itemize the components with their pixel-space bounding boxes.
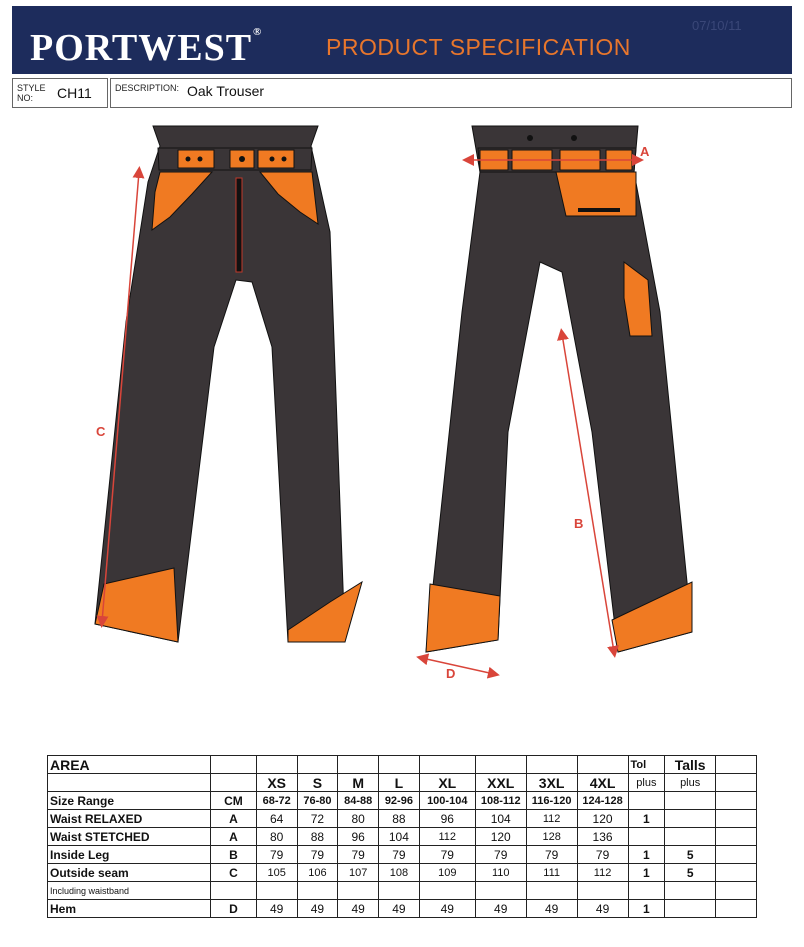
back-pocket-zip xyxy=(578,208,620,212)
document-date: 07/10/11 xyxy=(692,18,742,33)
row-code: A xyxy=(210,810,256,828)
row-value: 120 xyxy=(577,810,628,828)
row-value: 79 xyxy=(577,846,628,864)
row-value xyxy=(577,882,628,900)
row-tol xyxy=(628,828,665,846)
row-talls xyxy=(665,900,716,918)
front-waistband-panel-1 xyxy=(178,150,214,168)
row-value: 64 xyxy=(256,810,297,828)
row-value: 49 xyxy=(297,900,338,918)
row-value: 76-80 xyxy=(297,792,338,810)
table-row xyxy=(48,900,757,918)
size-header: XL xyxy=(419,774,475,792)
row-value: 96 xyxy=(338,828,379,846)
row-label: Outside seam xyxy=(48,864,211,882)
row-talls: 5 xyxy=(665,846,716,864)
front-button-2 xyxy=(198,157,203,162)
row-value: 108-112 xyxy=(475,792,526,810)
size-header: XS xyxy=(256,774,297,792)
style-box xyxy=(12,78,108,108)
row-talls xyxy=(665,828,716,846)
marker-c: C xyxy=(96,424,106,439)
row-code: A xyxy=(210,828,256,846)
front-button-1 xyxy=(186,157,191,162)
row-tol xyxy=(628,882,665,900)
row-label: Hem xyxy=(48,900,211,918)
row-value xyxy=(475,882,526,900)
front-waistband-panel-3 xyxy=(258,150,294,168)
row-value: 79 xyxy=(419,846,475,864)
row-value: 79 xyxy=(297,846,338,864)
row-value xyxy=(338,882,379,900)
row-code xyxy=(210,882,256,900)
row-code: B xyxy=(210,846,256,864)
back-button-1 xyxy=(527,135,533,141)
row-talls xyxy=(665,810,716,828)
table-row xyxy=(48,828,757,846)
size-header: 3XL xyxy=(526,774,577,792)
row-value: 120 xyxy=(475,828,526,846)
row-value: 79 xyxy=(379,846,420,864)
row-value: 49 xyxy=(526,900,577,918)
row-value: 49 xyxy=(577,900,628,918)
row-value: 109 xyxy=(419,864,475,882)
table-header-row-1 xyxy=(48,756,757,774)
row-value: 104 xyxy=(379,828,420,846)
row-value: 79 xyxy=(338,846,379,864)
row-value: 49 xyxy=(256,900,297,918)
row-value: 72 xyxy=(297,810,338,828)
back-view xyxy=(422,126,692,674)
marker-a: A xyxy=(640,144,650,159)
front-view xyxy=(95,126,362,642)
front-button-3 xyxy=(239,156,245,162)
area-header: AREA xyxy=(48,756,211,774)
spec-table-body xyxy=(48,756,757,918)
row-value: 111 xyxy=(526,864,577,882)
style-no-label: NO: xyxy=(17,93,34,103)
table-row xyxy=(48,792,757,810)
row-value: 96 xyxy=(419,810,475,828)
row-value: 106 xyxy=(297,864,338,882)
row-code: C xyxy=(210,864,256,882)
row-label: Inside Leg xyxy=(48,846,211,864)
row-code: CM xyxy=(210,792,256,810)
row-value xyxy=(419,882,475,900)
row-tol: 1 xyxy=(628,810,665,828)
tol-plus-label: plus xyxy=(628,774,665,792)
back-button-2 xyxy=(571,135,577,141)
row-value: 112 xyxy=(419,828,475,846)
row-value: 79 xyxy=(475,846,526,864)
row-value: 49 xyxy=(475,900,526,918)
row-value: 79 xyxy=(256,846,297,864)
description-box xyxy=(110,78,792,108)
row-label: Waist RELAXED xyxy=(48,810,211,828)
description-label: DESCRIPTION: xyxy=(115,83,180,93)
row-value: 107 xyxy=(338,864,379,882)
row-tol: 1 xyxy=(628,846,665,864)
row-value: 136 xyxy=(577,828,628,846)
front-button-4 xyxy=(270,157,275,162)
header-banner xyxy=(12,6,792,74)
row-tol xyxy=(628,792,665,810)
row-tol: 1 xyxy=(628,864,665,882)
row-value: 84-88 xyxy=(338,792,379,810)
brand-logo: PORTWEST® xyxy=(30,26,263,69)
row-value: 124-128 xyxy=(577,792,628,810)
style-label: STYLE xyxy=(17,83,46,93)
row-value: 112 xyxy=(577,864,628,882)
style-description-row xyxy=(12,78,792,108)
table-row xyxy=(48,864,757,882)
row-value: 88 xyxy=(297,828,338,846)
row-value: 49 xyxy=(338,900,379,918)
marker-b: B xyxy=(574,516,584,531)
style-number: CH11 xyxy=(57,85,92,101)
row-value: 79 xyxy=(526,846,577,864)
marker-d: D xyxy=(446,666,456,681)
back-trouser-body xyxy=(426,126,692,652)
measure-line-d xyxy=(422,658,494,674)
row-value: 88 xyxy=(379,810,420,828)
tol-header: Tol xyxy=(628,756,665,774)
row-label: Waist STETCHED xyxy=(48,828,211,846)
description-value: Oak Trouser xyxy=(187,83,265,99)
trouser-technical-drawing xyxy=(0,112,804,692)
row-value: 80 xyxy=(338,810,379,828)
row-value: 80 xyxy=(256,828,297,846)
front-button-5 xyxy=(282,157,287,162)
talls-header: Talls xyxy=(665,756,716,774)
row-value: 112 xyxy=(526,810,577,828)
row-label: Size Range xyxy=(48,792,211,810)
size-spec-table xyxy=(47,755,757,918)
front-zipper xyxy=(236,178,242,272)
row-value: 108 xyxy=(379,864,420,882)
size-header: S xyxy=(297,774,338,792)
row-value xyxy=(379,882,420,900)
table-header-row-2 xyxy=(48,774,757,792)
table-row xyxy=(48,846,757,864)
table-row xyxy=(48,810,757,828)
row-value: 100-104 xyxy=(419,792,475,810)
document-title: PRODUCT SPECIFICATION xyxy=(326,34,631,60)
row-value: 104 xyxy=(475,810,526,828)
talls-plus-label: plus xyxy=(665,774,716,792)
row-label: Including waistband xyxy=(48,882,211,900)
size-header: L xyxy=(379,774,420,792)
row-value xyxy=(526,882,577,900)
row-talls xyxy=(665,792,716,810)
row-code: D xyxy=(210,900,256,918)
row-value xyxy=(256,882,297,900)
row-value: 128 xyxy=(526,828,577,846)
row-value: 92-96 xyxy=(379,792,420,810)
row-value: 105 xyxy=(256,864,297,882)
row-value xyxy=(297,882,338,900)
size-header: 4XL xyxy=(577,774,628,792)
row-value: 110 xyxy=(475,864,526,882)
row-value: 49 xyxy=(379,900,420,918)
row-tol: 1 xyxy=(628,900,665,918)
size-header: XXL xyxy=(475,774,526,792)
row-talls: 5 xyxy=(665,864,716,882)
row-value: 49 xyxy=(419,900,475,918)
back-hem-left xyxy=(426,584,500,652)
table-row xyxy=(48,882,757,900)
size-header: M xyxy=(338,774,379,792)
row-talls xyxy=(665,882,716,900)
row-value: 116-120 xyxy=(526,792,577,810)
row-value: 68-72 xyxy=(256,792,297,810)
